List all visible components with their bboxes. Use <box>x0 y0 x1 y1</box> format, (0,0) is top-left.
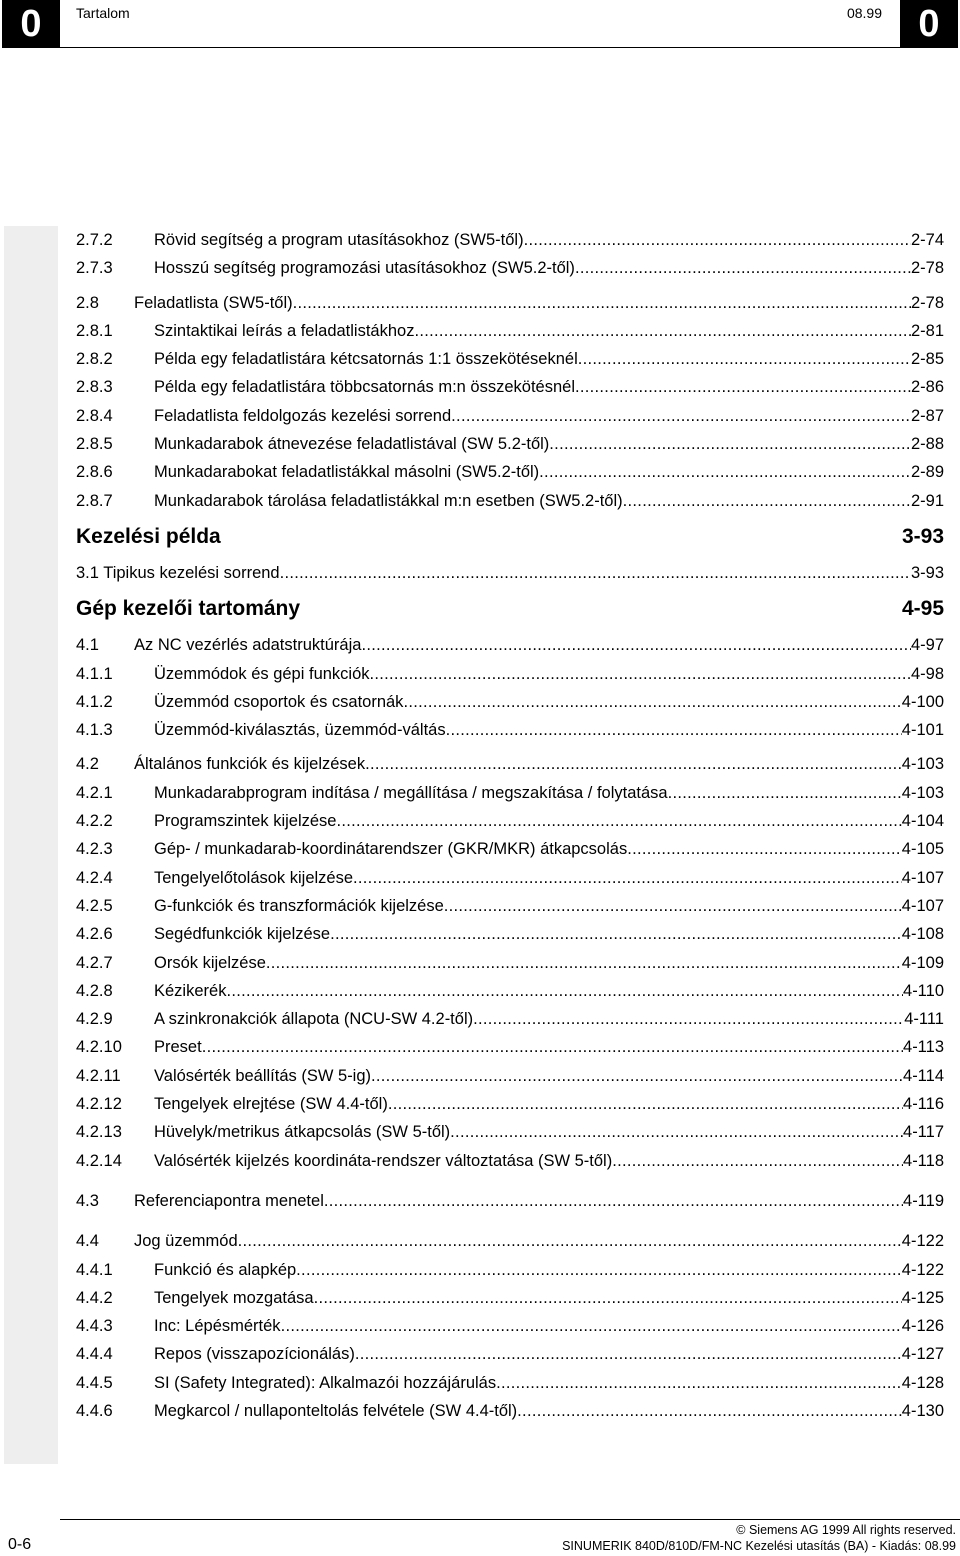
table-of-contents <box>76 226 944 1425</box>
dot-leader <box>361 631 911 659</box>
dot-leader <box>623 487 911 515</box>
toc-entry-title: Példa egy feladatlistára többcsatornás m:n összekötésnél <box>154 378 575 397</box>
toc-entry[interactable] <box>76 1062 944 1090</box>
dot-leader <box>336 807 901 835</box>
toc-entry-number: 4.1.2 <box>76 692 113 711</box>
toc-entry-number: 4.2.10 <box>76 1038 122 1057</box>
toc-entry-title: Tengelyek elrejtése (SW 4.4-től) <box>154 1095 388 1114</box>
toc-entry-number: 4.2.1 <box>76 783 113 802</box>
dot-leader <box>450 1118 903 1146</box>
toc-entry-title: Munkadarabok átnevezése feladatlistával (SW 5.2-től) <box>154 435 550 454</box>
toc-entry-number: 4.1.3 <box>76 721 113 740</box>
toc-entry-title: Munkadarabokat feladatlistákkal másolni (SW5.2-től) <box>154 463 540 482</box>
toc-entry-title: Munkadarabok tárolása feladatlistákkal m:n esetben (SW5.2-től) <box>154 491 623 510</box>
toc-entry-page: 4-116 <box>903 1095 944 1114</box>
toc-entry-page: 4-114 <box>903 1066 944 1085</box>
dot-leader <box>365 750 902 778</box>
toc-entry[interactable] <box>76 688 944 716</box>
toc-entry-number: 4.2 <box>76 755 99 774</box>
chapter-page: 3-93 <box>901 524 944 548</box>
dot-leader <box>293 289 911 317</box>
toc-entry-number: 2.8.6 <box>76 463 113 482</box>
toc-entry-number: 4.1.1 <box>76 664 113 683</box>
toc-entry-number: 4.2.2 <box>76 812 113 831</box>
toc-entry-number: 4.4.3 <box>76 1317 113 1336</box>
toc-entry-title: Üzemmód-kiválasztás, üzemmód-váltás <box>154 721 446 740</box>
toc-entry[interactable] <box>76 487 944 515</box>
toc-entry[interactable] <box>76 864 944 892</box>
toc-entry-title: Repos (visszapozícionálás) <box>154 1345 355 1364</box>
toc-entry-page: 4-130 <box>901 1401 944 1420</box>
toc-entry-number: 4.4.5 <box>76 1373 113 1392</box>
chapter-tab-left: 0 <box>2 0 60 48</box>
toc-entry-number: 2.8.4 <box>76 406 113 425</box>
toc-entry[interactable] <box>76 807 944 835</box>
toc-entry-number: 4.4 <box>76 1232 99 1251</box>
toc-entry[interactable] <box>76 920 944 948</box>
dot-leader <box>414 317 911 345</box>
toc-entry-number: 4.2.8 <box>76 981 113 1000</box>
toc-entry-number: 2.8.3 <box>76 378 113 397</box>
toc-entry-title: Hüvelyk/metrikus átkapcsolás (SW 5-től) <box>154 1123 451 1142</box>
toc-entry[interactable] <box>76 430 944 458</box>
dot-leader <box>370 660 911 688</box>
dot-leader <box>371 1062 903 1090</box>
toc-entry-title: Szintaktikai leírás a feladatlistákhoz <box>154 321 415 340</box>
toc-entry-page: 4-104 <box>901 812 944 831</box>
toc-entry[interactable] <box>76 254 944 282</box>
toc-entry-title: Megkarcol / nullaponteltolás felvétele (SW 4.4-től) <box>154 1401 518 1420</box>
dot-leader <box>451 402 911 430</box>
toc-entry-page: 4-111 <box>904 1010 944 1029</box>
dot-leader <box>226 977 903 1005</box>
chapter-tab-right: 0 <box>900 0 958 48</box>
toc-entry-number: 4.2.12 <box>76 1095 122 1114</box>
toc-entry-page: 4-128 <box>901 1373 944 1392</box>
toc-entry-number: 2.7.3 <box>76 259 113 278</box>
toc-entry-title: Orsók kijelzése <box>154 953 266 972</box>
toc-entry-title: Feladatlista feldolgozás kezelési sorrend <box>154 406 452 425</box>
toc-entry[interactable] <box>76 559 944 587</box>
toc-entry-title: Munkadarabprogram indítása / megállítása / megszakítása / folytatása <box>154 783 668 802</box>
toc-entry-title: Hosszú segítség programozási utasításokhoz (SW5.2-től) <box>154 259 575 278</box>
toc-entry-number: 2.8.1 <box>76 321 113 340</box>
toc-entry-page: 2-86 <box>910 378 944 397</box>
header-section-title: Tartalom <box>76 5 130 21</box>
toc-group <box>76 750 944 1174</box>
toc-group <box>76 631 944 744</box>
toc-entry-title: Programszintek kijelzése <box>154 812 337 831</box>
footer-page-number: 0-6 <box>8 1536 32 1553</box>
dot-leader <box>496 1369 902 1397</box>
toc-entry[interactable] <box>76 402 944 430</box>
toc-entry-page: 4-105 <box>901 840 944 859</box>
toc-entry-page: 3-93 <box>910 563 944 582</box>
toc-entry-page: 4-122 <box>901 1260 944 1279</box>
dot-leader <box>612 1147 903 1175</box>
header-rule <box>60 47 900 48</box>
toc-entry-page: 4-122 <box>901 1232 944 1251</box>
toc-entry-page: 4-117 <box>903 1123 944 1142</box>
chapter-heading[interactable] <box>76 515 944 559</box>
toc-entry-title: Segédfunkciók kijelzése <box>154 925 331 944</box>
toc-entry[interactable] <box>76 289 944 317</box>
toc-entry-number: 4.2.7 <box>76 953 113 972</box>
toc-group <box>76 226 944 283</box>
toc-entry-number: 2.8.5 <box>76 435 113 454</box>
dot-leader <box>473 1005 904 1033</box>
toc-entry-title: Valósérték beállítás (SW 5-ig) <box>154 1066 372 1085</box>
toc-entry-title: Általános funkciók és kijelzések <box>134 755 366 774</box>
toc-entry[interactable] <box>76 750 944 778</box>
toc-entry-title: Jog üzemmód <box>134 1232 238 1251</box>
dot-leader <box>355 1340 902 1368</box>
toc-entry[interactable] <box>76 716 944 744</box>
toc-entry[interactable] <box>76 949 944 977</box>
dot-leader <box>266 949 902 977</box>
toc-entry[interactable] <box>76 1340 944 1368</box>
toc-entry-title: Rövid segítség a program utasításokhoz (SW5-től) <box>154 231 524 249</box>
footer-copyright: © Siemens AG 1999 All rights reserved. <box>736 1523 956 1537</box>
dot-leader <box>539 458 911 486</box>
toc-entry-page: 4-125 <box>901 1288 944 1307</box>
chapter-title: Gép kezelői tartomány <box>76 597 301 621</box>
toc-entry[interactable] <box>76 317 944 345</box>
dot-leader <box>578 345 911 373</box>
toc-entry-page: 4-119 <box>903 1191 944 1210</box>
toc-entry-page: 2-89 <box>910 463 944 482</box>
toc-entry-page: 4-103 <box>901 783 944 802</box>
toc-entry[interactable] <box>76 345 944 373</box>
dot-leader <box>314 1284 902 1312</box>
toc-entry-page: 4-127 <box>901 1345 944 1364</box>
toc-entry[interactable] <box>76 1033 944 1061</box>
toc-entry[interactable] <box>76 1147 944 1175</box>
toc-entry-number: 4.4.4 <box>76 1345 113 1364</box>
dot-leader <box>281 1312 902 1340</box>
toc-entry-number: 4.3 <box>76 1191 99 1210</box>
toc-entry[interactable] <box>76 1090 944 1118</box>
toc-group <box>76 1227 944 1425</box>
side-margin-panel <box>4 226 58 1464</box>
toc-entry[interactable] <box>76 1118 944 1146</box>
toc-entry-title: Tengelyelőtolások kijelzése <box>154 868 354 887</box>
toc-entry-page: 4-100 <box>901 692 944 711</box>
toc-entry-number: 2.8 <box>76 293 99 312</box>
dot-leader <box>388 1090 903 1118</box>
toc-entry[interactable] <box>76 1187 944 1215</box>
toc-entry[interactable] <box>76 892 944 920</box>
footer-rule <box>60 1519 960 1520</box>
toc-entry-title: Üzemmódok és gépi funkciók <box>154 664 370 683</box>
toc-entry-title: 3.1 Tipikus kezelési sorrend <box>76 563 280 582</box>
toc-entry-number: 4.2.5 <box>76 896 113 915</box>
toc-group <box>76 1187 944 1215</box>
toc-entry[interactable] <box>76 1227 944 1255</box>
dot-leader <box>668 779 902 807</box>
toc-entry-page: 4-118 <box>903 1151 944 1170</box>
toc-entry-page: 4-109 <box>901 953 944 972</box>
toc-entry-number: 4.2.6 <box>76 925 113 944</box>
dot-leader <box>238 1227 902 1255</box>
toc-entry[interactable] <box>76 977 944 1005</box>
toc-entry-page: 4-126 <box>901 1317 944 1336</box>
toc-entry-page: 4-101 <box>901 721 944 740</box>
toc-entry-title: Példa egy feladatlistára kétcsatornás 1:1 összekötéseknél <box>154 350 578 369</box>
toc-entry[interactable] <box>76 835 944 863</box>
toc-entry-title: Valósérték kijelzés koordináta-rendszer változtatása (SW 5-től) <box>154 1151 613 1170</box>
toc-entry-page: 2-91 <box>910 491 944 510</box>
dot-leader <box>549 430 911 458</box>
toc-entry[interactable] <box>76 226 944 254</box>
toc-entry-title: Preset <box>154 1038 202 1057</box>
toc-entry-number: 2.8.7 <box>76 491 113 510</box>
toc-entry-title: Tengelyek mozgatása <box>154 1288 314 1307</box>
toc-entry-number: 4.2.11 <box>76 1066 121 1085</box>
toc-entry-title: Üzemmód csoportok és csatornák <box>154 692 404 711</box>
toc-entry-title: Funkció és alapkép <box>154 1260 297 1279</box>
toc-entry-page: 4-107 <box>901 868 944 887</box>
toc-entry-page: 2-87 <box>910 406 944 425</box>
toc-entry-title: Gép- / munkadarab-koordinátarendszer (GKR/MKR) átkapcsolás <box>154 840 628 859</box>
dot-leader <box>324 1187 903 1215</box>
toc-entry[interactable] <box>76 660 944 688</box>
toc-entry-number: 4.1 <box>76 636 99 655</box>
toc-entry-number: 2.8.2 <box>76 350 113 369</box>
toc-entry-page: 2-78 <box>910 259 944 278</box>
dot-leader <box>280 559 911 587</box>
toc-entry-page: 4-113 <box>903 1038 944 1057</box>
toc-entry-title: G-funkciók és transzformációk kijelzése <box>154 896 444 915</box>
toc-entry-page: 4-110 <box>903 981 944 1000</box>
toc-entry-page: 4-108 <box>901 925 944 944</box>
toc-entry-number: 4.2.9 <box>76 1010 113 1029</box>
toc-entry-page: 2-81 <box>910 321 944 340</box>
toc-entry-page: 2-78 <box>910 293 944 312</box>
dot-leader <box>202 1033 903 1061</box>
dot-leader <box>330 920 902 948</box>
chapter-page: 4-95 <box>901 597 944 621</box>
toc-entry-title: Az NC vezérlés adatstruktúrája <box>134 636 362 655</box>
dot-leader <box>575 254 911 282</box>
toc-entry-title: Kézikerék <box>154 981 227 1000</box>
toc-entry-page: 2-85 <box>910 350 944 369</box>
chapter-heading[interactable] <box>76 587 944 631</box>
toc-entry[interactable] <box>76 1397 944 1425</box>
header-edition-date: 08.99 <box>846 5 882 21</box>
dot-leader <box>353 864 902 892</box>
dot-leader <box>444 892 902 920</box>
toc-entry-page: 4-103 <box>901 755 944 774</box>
dot-leader <box>524 226 911 254</box>
toc-entry-number: 2.7.2 <box>76 231 113 249</box>
toc-entry-number: 4.4.6 <box>76 1401 113 1420</box>
toc-entry-page: 4-97 <box>910 636 944 655</box>
dot-leader <box>517 1397 902 1425</box>
toc-group <box>76 559 944 587</box>
toc-entry[interactable] <box>76 779 944 807</box>
toc-entry-page: 4-98 <box>910 664 944 683</box>
toc-entry-page: 2-88 <box>910 435 944 454</box>
toc-entry[interactable] <box>76 1005 944 1033</box>
toc-entry-title: Referenciapontra menetel <box>134 1191 324 1210</box>
toc-entry[interactable] <box>76 1284 944 1312</box>
toc-entry-page: 4-107 <box>901 896 944 915</box>
toc-group <box>76 289 944 515</box>
chapter-title: Kezelési példa <box>76 524 221 548</box>
toc-entry-number: 4.2.3 <box>76 840 113 859</box>
toc-entry-number: 4.2.13 <box>76 1123 122 1142</box>
dot-leader <box>446 716 902 744</box>
toc-entry-number: 4.4.1 <box>76 1260 113 1279</box>
toc-entry[interactable] <box>76 631 944 659</box>
toc-entry[interactable] <box>76 1369 944 1397</box>
toc-entry-number: 4.4.2 <box>76 1288 113 1307</box>
footer-document-title: SINUMERIK 840D/810D/FM-NC Kezelési utasítás (BA) - Kiadás: 08.99 <box>562 1539 956 1553</box>
toc-entry-title: SI (Safety Integrated): Alkalmazói hozzájárulás <box>154 1373 497 1392</box>
toc-entry-number: 4.2.4 <box>76 868 113 887</box>
toc-entry-page: 2-74 <box>910 231 944 249</box>
toc-entry-number: 4.2.14 <box>76 1151 122 1170</box>
dot-leader <box>403 688 901 716</box>
toc-entry-title: A szinkronakciók állapota (NCU-SW 4.2-től) <box>154 1010 474 1029</box>
dot-leader <box>627 835 902 863</box>
toc-entry-title: Inc: Lépésmérték <box>154 1317 281 1336</box>
toc-entry[interactable] <box>76 373 944 401</box>
toc-entry[interactable] <box>76 1312 944 1340</box>
dot-leader <box>575 373 911 401</box>
toc-entry[interactable] <box>76 458 944 486</box>
dot-leader <box>296 1256 902 1284</box>
toc-entry-title: Feladatlista (SW5-től) <box>134 293 293 312</box>
toc-entry[interactable] <box>76 1256 944 1284</box>
